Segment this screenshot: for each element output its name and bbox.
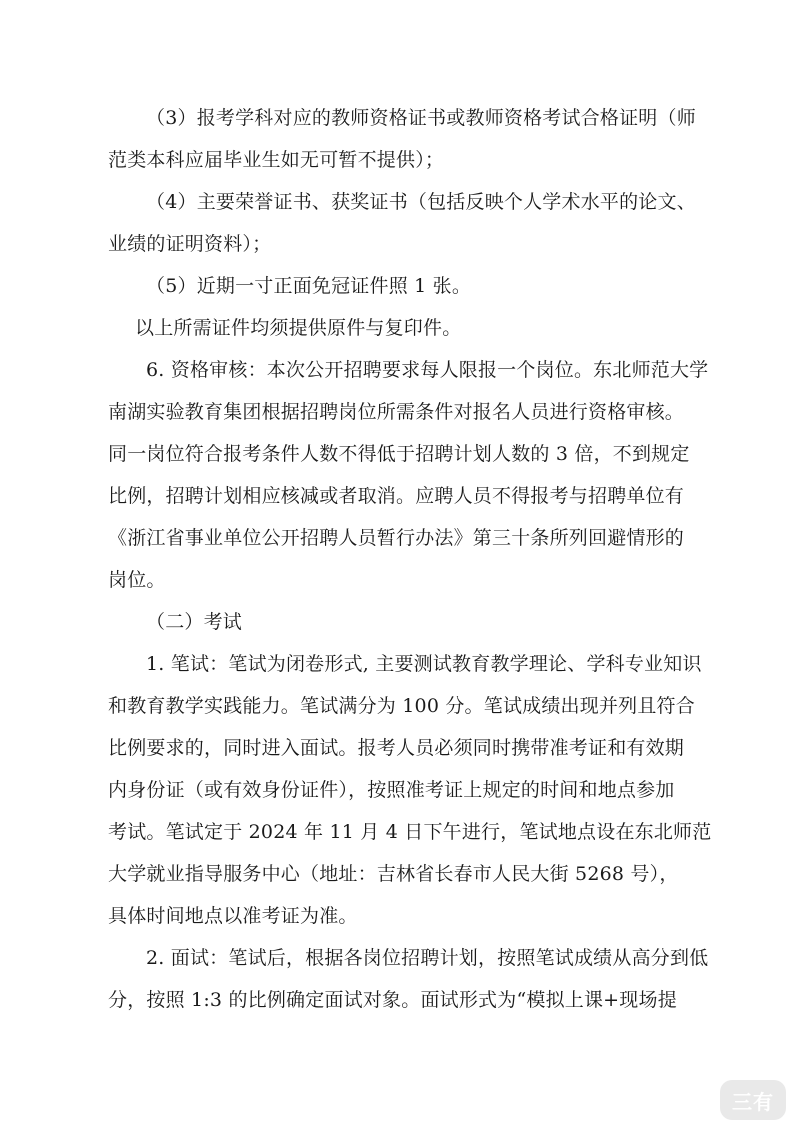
section-heading: （二）考试 <box>146 611 243 633</box>
text-line: 内身份证（或有效身份证件），按照准考证上规定的时间和地点参加 <box>108 779 675 801</box>
text-line: （4）主要荣誉证书、获奖证书（包括反映个人学术水平的论文、 <box>146 191 696 213</box>
text-line: （5）近期一寸正面免冠证件照 1 张。 <box>146 275 472 297</box>
text-line: 2. 面试：笔试后，根据各岗位招聘计划，按照笔试成绩从高分到低 <box>146 947 709 969</box>
text-line: 大学就业指导服务中心（地址：吉林省长春市人民大街 5268 号）， <box>108 863 679 885</box>
text-line: （3）报考学科对应的教师资格证书或教师资格考试合格证明（师 <box>146 107 696 129</box>
watermark-logo: 三有 <box>720 1080 786 1120</box>
text-line: 考试。笔试定于 2024 年 11 月 4 日下午进行，笔试地点设在东北师范 <box>108 821 712 843</box>
text-line: 具体时间地点以准考证为准。 <box>108 905 358 927</box>
text-line: 岗位。 <box>108 569 166 591</box>
text-line: 6. 资格审核：本次公开招聘要求每人限报一个岗位。东北师范大学 <box>146 359 709 381</box>
text-line: 和教育教学实践能力。笔试满分为 100 分。笔试成绩出现并列且符合 <box>108 695 695 717</box>
text-line: 《浙江省事业单位公开招聘人员暂行办法》第三十条所列回避情形的 <box>108 527 685 549</box>
text-line: 业绩的证明资料）； <box>108 233 272 255</box>
text-line: 比例要求的，同时进入面试。报考人员必须同时携带准考证和有效期 <box>108 737 685 759</box>
text-line: 南湖实验教育集团根据招聘岗位所需条件对报名人员进行资格审核。 <box>108 401 685 423</box>
text-line: 1. 笔试：笔试为闭卷形式, 主要测试教育教学理论、学科专业知识 <box>146 653 702 675</box>
text-line: 比例，招聘计划相应核减或者取消。应聘人员不得报考与招聘单位有 <box>108 485 685 507</box>
text-line: 以上所需证件均须提供原件与复印件。 <box>135 317 462 339</box>
text-line: 范类本科应届毕业生如无可暂不提供）； <box>108 149 445 171</box>
text-line: 分，按照 1:3 的比例确定面试对象。面试形式为“模拟上课+现场提 <box>108 989 677 1011</box>
text-line: 同一岗位符合报考条件人数不得低于招聘计划人数的 3 倍，不到规定 <box>108 443 690 465</box>
